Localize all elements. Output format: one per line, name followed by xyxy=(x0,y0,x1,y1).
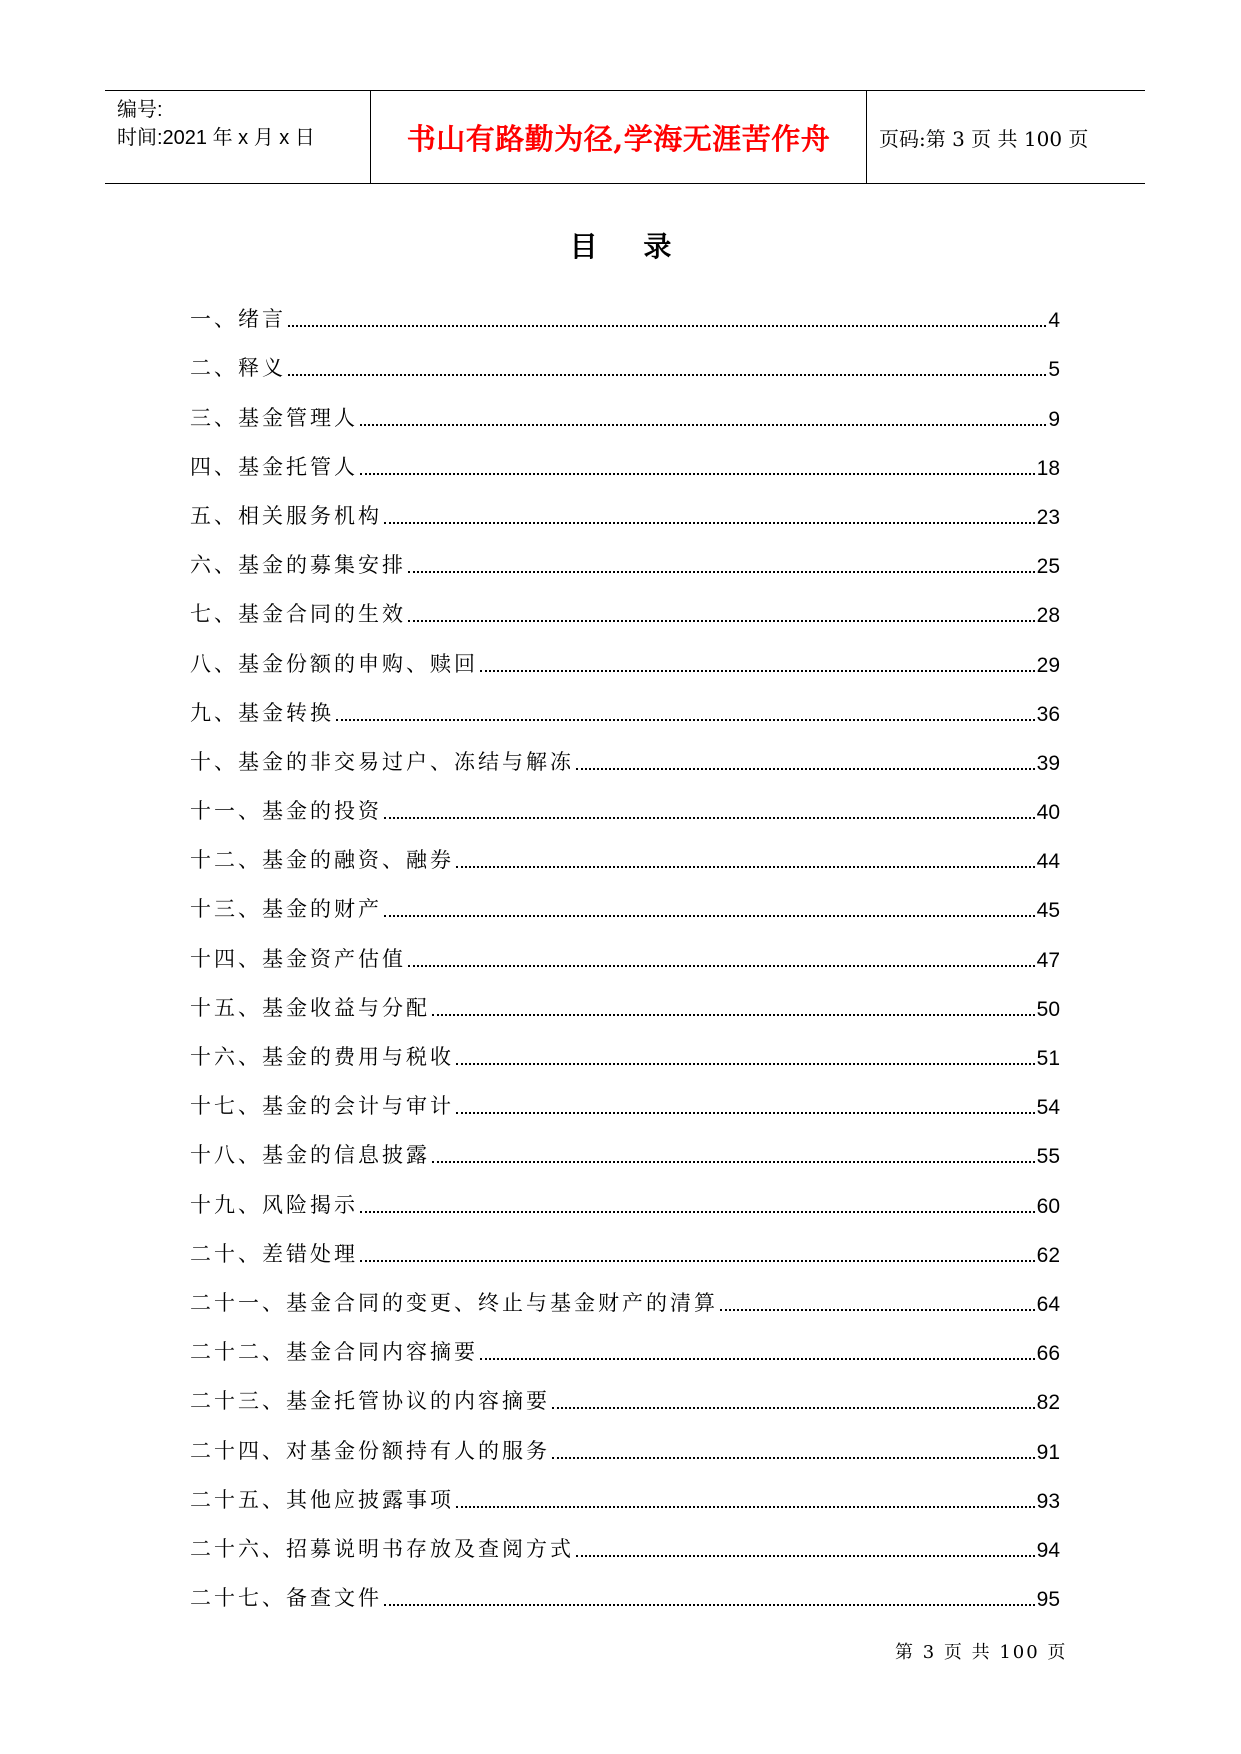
toc-entry[interactable] xyxy=(190,727,1060,776)
toc-entry-page: 28 xyxy=(1036,604,1060,628)
toc-entry-page: 51 xyxy=(1036,1047,1060,1070)
toc-entry-label: 五、相关服务机构 xyxy=(190,503,382,528)
toc-dot-leader xyxy=(576,768,1035,770)
toc-entry[interactable] xyxy=(190,923,1060,972)
toc-dot-leader xyxy=(360,424,1046,426)
toc-entry-label: 十七、基金的会计与审计 xyxy=(190,1094,454,1119)
toc-entry-page: 36 xyxy=(1036,702,1060,726)
toc-entry-label: 十四、基金资产估值 xyxy=(190,946,406,971)
toc-entry[interactable] xyxy=(190,1514,1060,1563)
header-number-label: 编号: xyxy=(117,99,163,121)
toc-entry-page: 94 xyxy=(1036,1538,1060,1562)
header-meta xyxy=(105,91,370,183)
toc-entry-page: 45 xyxy=(1036,899,1060,923)
toc-dot-leader xyxy=(480,670,1035,672)
toc-entry-label: 十九、风险揭示 xyxy=(190,1192,358,1217)
toc-entry-label: 十五、基金收益与分配 xyxy=(190,995,430,1020)
toc-entry-page: 93 xyxy=(1036,1489,1060,1513)
toc-entry[interactable] xyxy=(190,1317,1060,1366)
toc-entry-page: 95 xyxy=(1036,1588,1060,1612)
toc-entry-label: 二十四、对基金份额持有人的服务 xyxy=(190,1438,550,1463)
toc-entry-page: 29 xyxy=(1036,653,1060,677)
toc-entry[interactable] xyxy=(190,678,1060,727)
toc-entry-label: 四、基金托管人 xyxy=(190,454,358,479)
toc-entry-page: 50 xyxy=(1036,997,1060,1021)
toc-entry[interactable] xyxy=(190,1366,1060,1415)
toc-entry-label: 十、基金的非交易过户、冻结与解冻 xyxy=(190,749,574,774)
toc-entry-page: 25 xyxy=(1036,555,1060,579)
toc-entry-label: 十六、基金的费用与税收 xyxy=(190,1045,454,1069)
toc-entry[interactable] xyxy=(190,825,1060,874)
toc-entry-label: 八、基金份额的申购、赎回 xyxy=(190,651,478,676)
toc-entry-label: 十三、基金的财产 xyxy=(190,897,382,922)
toc-dot-leader xyxy=(432,1014,1035,1016)
toc-entry-label: 十八、基金的信息披露 xyxy=(190,1143,430,1168)
toc-entry-label: 十二、基金的融资、融券 xyxy=(190,848,454,873)
toc-entry-label: 一、绪言 xyxy=(190,307,286,332)
toc-entry-label: 二十三、基金托管协议的内容摘要 xyxy=(190,1389,550,1414)
toc-entry-label: 六、基金的募集安排 xyxy=(190,553,406,578)
toc-entry[interactable] xyxy=(190,1169,1060,1218)
toc-entry-label: 二十七、备查文件 xyxy=(190,1586,382,1611)
toc-entry-label: 三、基金管理人 xyxy=(190,405,358,430)
toc-entry-page: 39 xyxy=(1036,751,1060,775)
toc-dot-leader xyxy=(480,1358,1035,1360)
toc-dot-leader xyxy=(384,817,1035,819)
toc-entry-page: 44 xyxy=(1036,850,1060,874)
toc-entry-page: 91 xyxy=(1036,1440,1060,1464)
toc-entry-page: 9 xyxy=(1048,407,1060,431)
toc-entry-label: 二十五、其他应披露事项 xyxy=(190,1487,454,1512)
toc-dot-leader xyxy=(456,866,1035,868)
toc-entry[interactable] xyxy=(190,1415,1060,1464)
toc-entry[interactable] xyxy=(190,776,1060,825)
toc-dot-leader xyxy=(288,374,1046,376)
toc-entry-label: 七、基金合同的生效 xyxy=(190,602,406,627)
toc-entry-page: 47 xyxy=(1036,948,1060,972)
toc-dot-leader xyxy=(456,1506,1035,1508)
toc-entry-page: 62 xyxy=(1036,1243,1060,1267)
toc-list xyxy=(190,284,1060,1612)
toc-entry[interactable] xyxy=(190,1120,1060,1169)
toc-dot-leader xyxy=(360,1211,1035,1213)
toc-dot-leader xyxy=(432,1161,1035,1163)
toc-entry[interactable] xyxy=(190,579,1060,628)
toc-entry[interactable] xyxy=(190,530,1060,579)
toc-entry-page: 54 xyxy=(1036,1096,1060,1120)
toc-dot-leader xyxy=(288,325,1046,327)
toc-dot-leader xyxy=(456,1112,1035,1114)
toc-title: 目 录 xyxy=(569,230,690,263)
toc-entry[interactable] xyxy=(190,628,1060,677)
toc-entry-page: 4 xyxy=(1048,309,1060,333)
page-footer: 第 3 页 共 100 页 xyxy=(895,1642,1068,1663)
toc-dot-leader xyxy=(384,522,1035,524)
header-time-label: 时间:2021 年 x 月 x 日 xyxy=(117,127,315,149)
header-motto: 书山有路勤为径,学海无涯苦作舟 xyxy=(406,121,831,156)
toc-entry-page: 23 xyxy=(1036,505,1060,529)
header-page-info: 页码:第 3 页 共 100 页 xyxy=(879,126,1089,151)
toc-entry-label: 二十一、基金合同的变更、终止与基金财产的清算 xyxy=(190,1290,718,1315)
toc-dot-leader xyxy=(384,915,1035,917)
toc-entry[interactable] xyxy=(190,1022,1060,1071)
toc-dot-leader xyxy=(408,620,1035,622)
toc-entry-label: 二十二、基金合同内容摘要 xyxy=(190,1340,478,1365)
toc-dot-leader xyxy=(384,1604,1035,1606)
toc-entry-page: 18 xyxy=(1036,456,1060,480)
toc-entry[interactable] xyxy=(190,432,1060,481)
toc-entry-page: 40 xyxy=(1036,801,1060,825)
toc-entry[interactable] xyxy=(190,284,1060,333)
toc-entry-page: 55 xyxy=(1036,1145,1060,1169)
toc-dot-leader xyxy=(576,1555,1035,1557)
toc-entry[interactable] xyxy=(190,1071,1060,1120)
toc-entry-page: 60 xyxy=(1036,1194,1060,1218)
toc-dot-leader xyxy=(456,1063,1035,1065)
toc-entry-page: 82 xyxy=(1036,1391,1060,1415)
toc-dot-leader xyxy=(336,719,1035,721)
toc-entry-label: 二十、差错处理 xyxy=(190,1241,358,1266)
toc-entry[interactable] xyxy=(190,874,1060,923)
toc-dot-leader xyxy=(408,571,1035,573)
header-motto-cell xyxy=(371,91,866,183)
toc-dot-leader xyxy=(720,1309,1035,1311)
toc-entry[interactable] xyxy=(190,1465,1060,1514)
toc-entry[interactable] xyxy=(190,481,1060,530)
toc-dot-leader xyxy=(552,1407,1035,1409)
toc-entry[interactable] xyxy=(190,333,1060,382)
toc-entry[interactable] xyxy=(190,382,1060,431)
toc-entry[interactable] xyxy=(190,1219,1060,1268)
toc-entry-label: 二、释义 xyxy=(190,356,286,381)
toc-entry[interactable] xyxy=(190,973,1060,1022)
toc-entry-page: 5 xyxy=(1048,358,1060,382)
toc-entry-label: 二十六、招募说明书存放及查阅方式 xyxy=(190,1536,574,1561)
toc-dot-leader xyxy=(408,965,1035,967)
toc-entry-label: 十一、基金的投资 xyxy=(190,799,382,824)
toc-entry[interactable] xyxy=(190,1268,1060,1317)
toc-entry-page: 66 xyxy=(1036,1342,1060,1366)
toc-entry-label: 九、基金转换 xyxy=(190,700,334,725)
toc-dot-leader xyxy=(360,473,1035,475)
page-header xyxy=(105,90,1145,184)
toc-entry-page: 64 xyxy=(1036,1292,1060,1316)
toc-dot-leader xyxy=(360,1260,1035,1262)
toc-entry[interactable] xyxy=(190,1563,1060,1612)
toc-dot-leader xyxy=(552,1457,1035,1459)
